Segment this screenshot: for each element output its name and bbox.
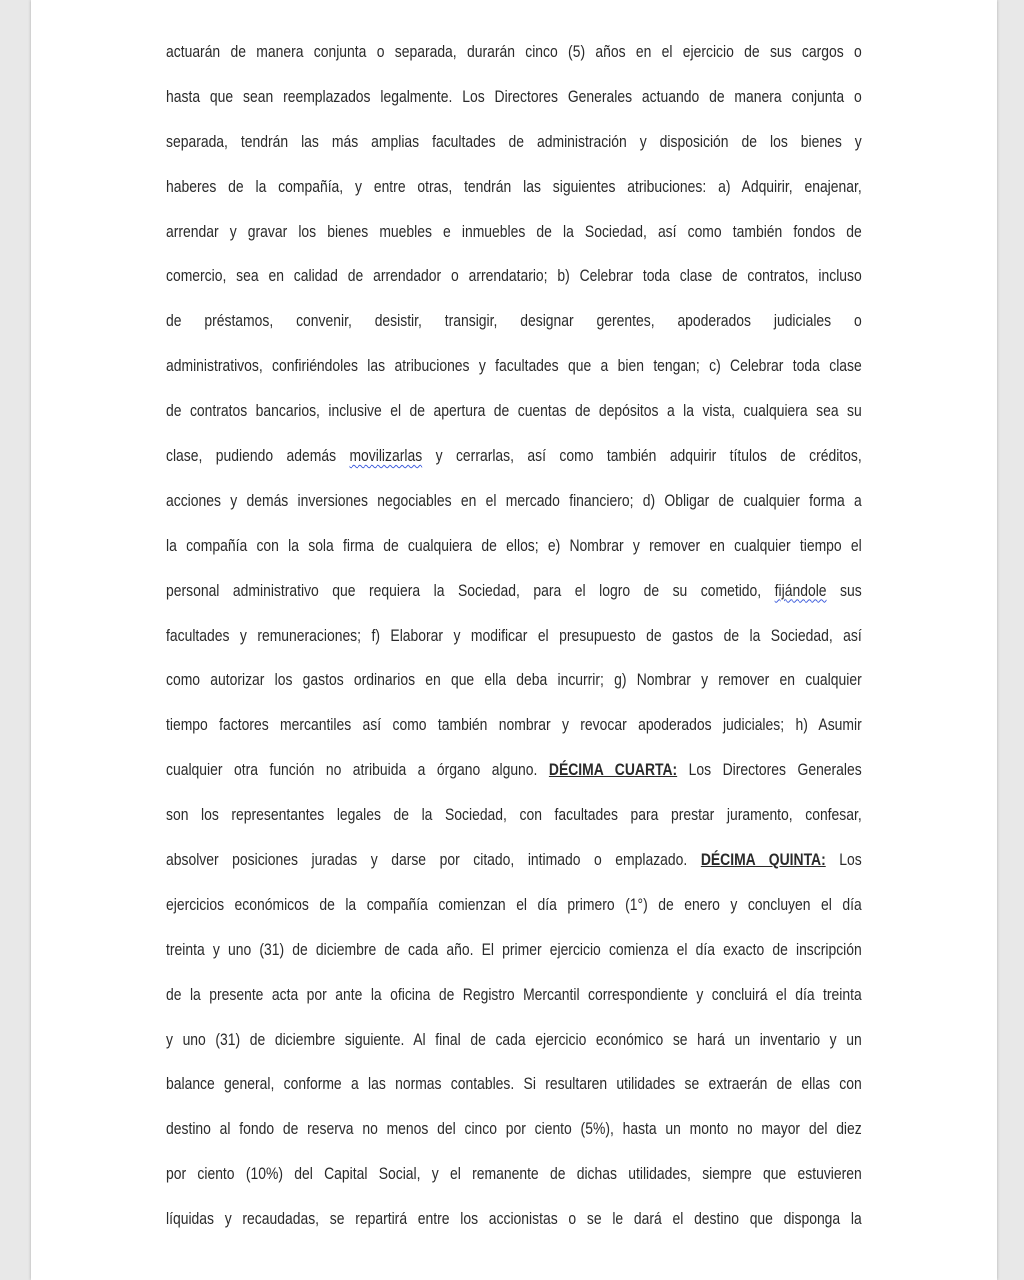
text-line: de la presente acta por ante la oficina de Registro Mercantil correspondiente y concluirá el día treinta <box>166 985 862 1004</box>
text-line: balance general, conforme a las normas contables. Si resultaren utilidades se extraerán de ellas con <box>166 1075 862 1094</box>
text-line: ejercicios económicos de la compañía comienzan el día primero (1°) de enero y concluyen el día <box>166 895 862 914</box>
text-segment: Los <box>825 851 862 870</box>
text-segment: personal administrativo que requiera la Sociedad, para el logro de su cometido, <box>166 581 775 600</box>
text-segment: y cerrarlas, así como también adquirir títulos de créditos, <box>422 447 862 466</box>
text-line: treinta y uno (31) de diciembre de cada año. El primer ejercicio comienza el día exacto de inscripción <box>166 940 862 959</box>
text-line: por ciento (10%) del Capital Social, y el remanente de dichas utilidades, siempre que estuvieren <box>166 1165 862 1184</box>
text-line: acciones y demás inversiones negociables en el mercado financiero; d) Obligar de cualquier forma a <box>166 491 862 510</box>
document-body <box>166 30 862 1242</box>
text-segment: cualquier otra función no atribuida a órgano alguno. <box>166 761 549 780</box>
text-line: comercio, sea en calidad de arrendador o arrendatario; b) Celebrar toda clase de contratos, incluso <box>166 267 862 286</box>
text-line: de contratos bancarios, inclusive el de apertura de cuentas de depósitos a la vista, cualquiera sea su <box>166 402 862 421</box>
text-line: la compañía con la sola firma de cualquiera de ellos; e) Nombrar y remover en cualquier tiempo el <box>166 536 862 555</box>
text-line <box>166 569 862 614</box>
text-line: destino al fondo de reserva no menos del cinco por ciento (5%), hasta un monto no mayor del diez <box>166 1120 862 1139</box>
text-line: facultades y remuneraciones; f) Elaborar y modificar el presupuesto de gastos de la Sociedad, así <box>166 626 862 645</box>
spellcheck-flagged-word[interactable]: movilizarlas <box>349 447 423 466</box>
text-segment: sus <box>826 581 862 600</box>
text-line: actuarán de manera conjunta o separada, durarán cinco (5) años en el ejercicio de sus cargos o <box>166 43 862 61</box>
text-line: haberes de la compañía, y entre otras, tendrán las siguientes atribuciones: a) Adquirir, enajenar, <box>166 177 862 196</box>
document-page <box>31 0 997 1280</box>
text-line: administrativos, confiriéndoles las atribuciones y facultades que a bien tengan; c) Celebrar toda clase <box>166 357 862 376</box>
text-line: arrendar y gravar los bienes muebles e inmuebles de la Sociedad, así como también fondos de <box>166 222 862 241</box>
text-line <box>166 434 862 479</box>
text-segment: clase, pudiendo además <box>166 447 350 466</box>
clause-heading-decima-quinta: DÉCIMA QUINTA: <box>700 851 826 870</box>
spellcheck-flagged-word[interactable]: fijándole <box>774 581 827 600</box>
text-segment: absolver posiciones juradas y darse por citado, intimado o emplazado. <box>166 851 701 870</box>
text-line: líquidas y recaudadas, se repartirá entre los accionistas o se le dará el destino que disponga la <box>166 1210 862 1229</box>
text-line: hasta que sean reemplazados legalmente. Los Directores Generales actuando de manera conjunta o <box>166 87 862 106</box>
text-segment: Los Directores Generales <box>677 761 862 780</box>
text-line: de préstamos, convenir, desistir, transigir, designar gerentes, apoderados judiciales o <box>166 312 862 331</box>
text-line: son los representantes legales de la Sociedad, con facultades para prestar juramento, confesar, <box>166 806 862 825</box>
text-line: tiempo factores mercantiles así como también nombrar y revocar apoderados judiciales; h) Asumir <box>166 716 862 735</box>
clause-heading-decima-cuarta: DÉCIMA CUARTA: <box>548 761 678 780</box>
text-line <box>166 748 862 793</box>
text-line: y uno (31) de diciembre siguiente. Al final de cada ejercicio económico se hará un inventario y un <box>166 1030 862 1049</box>
text-line <box>166 838 862 883</box>
text-line: como autorizar los gastos ordinarios en que ella deba incurrir; g) Nombrar y remover en cualquier <box>166 671 862 690</box>
text-line: separada, tendrán las más amplias facultades de administración y disposición de los bienes y <box>166 132 862 151</box>
